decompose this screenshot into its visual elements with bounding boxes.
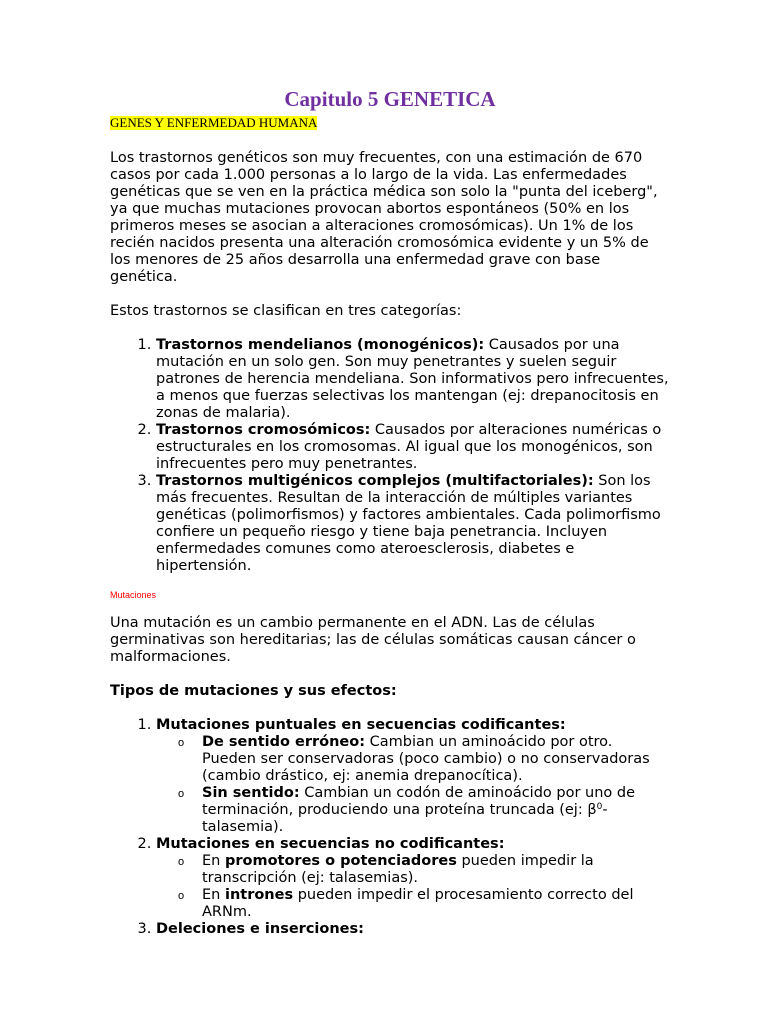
sub-text: pueden impedir la transcripción (ej: talasemias). [202,853,594,886]
section-subtitle: GENES Y ENFERMEDAD HUMANA [110,115,318,130]
sub-list-item [202,785,670,836]
sub-list [156,734,670,836]
category-text: Son los más frecuentes. Resultan de la interacción de múltiples variantes genéticas (polimorfismos) y factores ambientales. Cada polimorfismo confiere un pequeño riesgo y tiene baja penetrancia. Incluyen enfermedades comunes como ateroesclerosis, diabetes e hipertensión. [156,473,661,574]
sub-term: De sentido erróneo: [202,734,366,750]
categories-list [110,337,670,575]
sub-list [156,853,670,921]
category-term: Trastornos cromosómicos: [156,422,371,438]
category-term: Trastornos mendelianos (monogénicos): [156,337,485,353]
sub-list-item [202,853,670,887]
list-item [156,836,670,921]
sub-pre: En [202,887,225,903]
type-heading: Mutaciones en secuencias no codificantes: [156,836,505,852]
mutation-types-list [110,717,670,938]
intro-paragraph: Los trastornos genéticos son muy frecuentes, con una estimación de 670 casos por cada 1.000 personas a lo largo de la vida. Las enfermedades genéticas que se ven en la práctica médica son solo la "punta del iceberg", ya que muchas mutaciones provocan abortos espontáneos (50% en los primeros meses se asocian a alteraciones cromosómicas). Un 1% de los recién nacidos presenta una alteración cromosómica evidente y un 5% de los menores de 25 años desarrolla una enfermedad grave con base genética. [110,150,658,285]
types-heading [110,683,670,700]
sub-term: promotores o potenciadores [224,853,457,869]
list-item [156,422,670,473]
sub-pre: En [202,853,225,869]
types-heading-text: Tipos de mutaciones y sus efectos: [110,683,397,699]
category-text: Causados por una mutación en un solo gen. Son muy penetrantes y suelen seguir patrones de herencia mendeliana. Son informativos pero infrecuentes, a menos que fuerzas selectivas los mantengan (ej: drepanocitosis en zonas de malaria). [156,337,669,421]
type-heading: Mutaciones puntuales en secuencias codificantes: [156,717,566,733]
sub-text: Cambian un aminoácido por otro. Pueden ser conservadoras (poco cambio) o no conservadoras (cambio drástico, ej: anemia drepanocítica). [202,734,650,784]
category-term: Trastornos multigénicos complejos (multifactoriales): [156,473,594,489]
superscript: 0 [596,802,603,812]
sub-text: pueden impedir el procesamiento correcto del ARNm. [202,887,634,920]
sub-list-item [202,887,670,921]
sub-text: Cambian un codón de aminoácido por uno de terminación, produciendo una proteína truncada (ej: β [202,785,636,818]
list-item [156,473,670,575]
mutaciones-label: Mutaciones [110,590,157,600]
sub-term: intrones [224,887,294,903]
page-title: Capitulo 5 GENETICA [284,87,496,111]
type-heading: Deleciones e inserciones: [156,921,364,937]
category-text: Causados por alteraciones numéricas o estructurales en los cromosomas. Al igual que los monogénicos, son infrecuentes pero muy penetrantes. [156,422,662,472]
mutation-definition: Una mutación es un cambio permanente en el ADN. Las de células germinativas son hereditarias; las de células somáticas causan cáncer o malformaciones. [110,615,636,665]
sub-term: Sin sentido: [202,785,300,801]
categories-intro: Estos trastornos se clasifican en tres categorías: [110,303,462,319]
list-item [156,921,670,938]
document-page [110,86,670,938]
sub-text-after: -talasemia). [202,802,608,835]
sub-list-item [202,734,670,785]
list-item [156,717,670,836]
list-item [156,337,670,422]
